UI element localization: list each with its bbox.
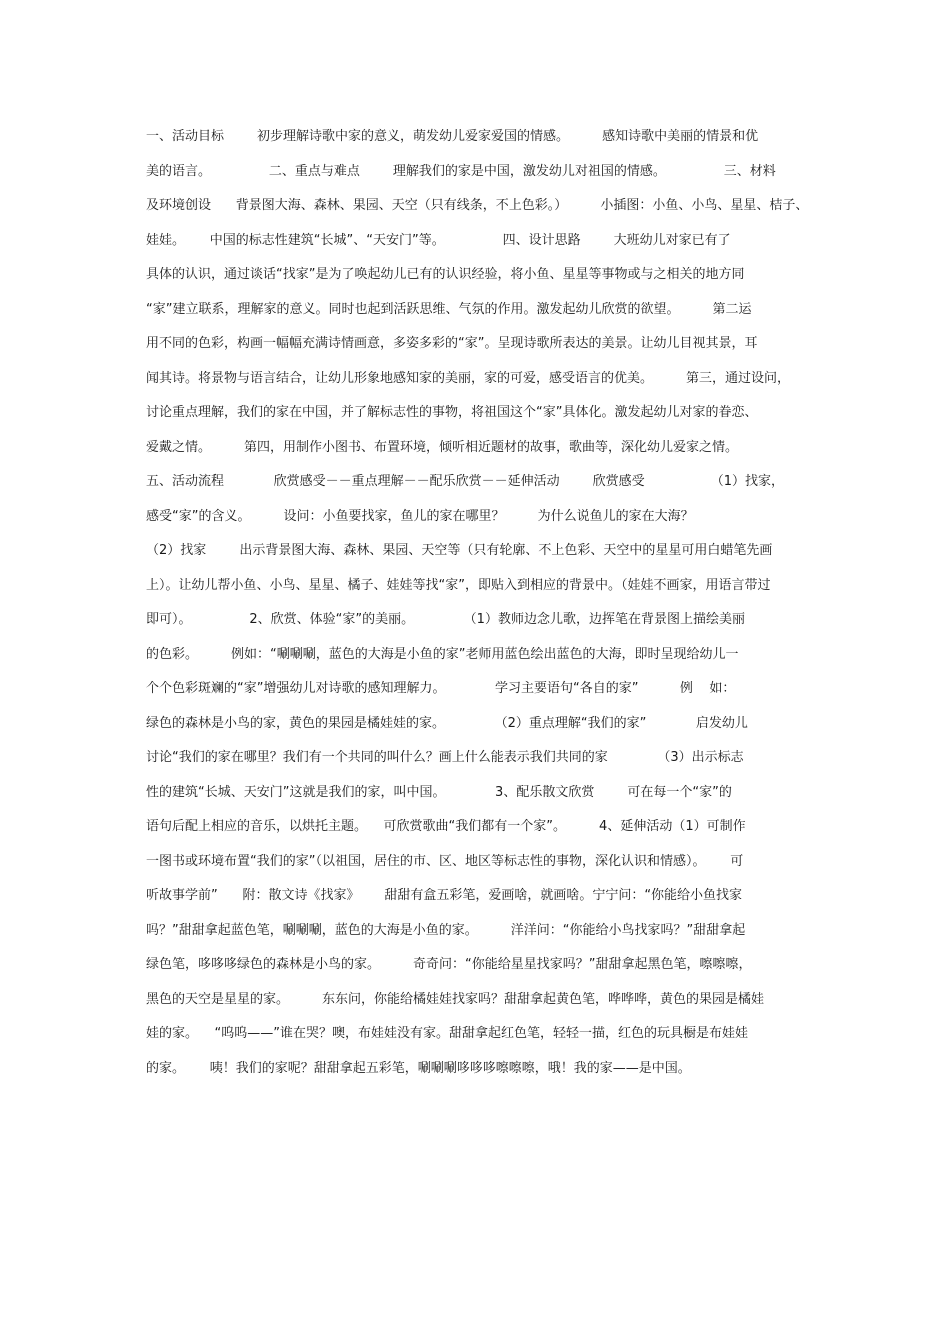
text-line: 语句后配上相应的音乐，以烘托主题。 可欣赏歌曲“我们都有一个家”。 4、延伸活动（1）可制作 <box>146 819 746 834</box>
text-line: 的家。 咦！我们的家呢？甜甜拿起五彩笔，唰唰唰哆哆哆嚓嚓嚓，哦！我的家——是中国。 <box>146 1060 691 1076</box>
text-line: 绿色的森林是小鸟的家，黄色的果园是橘娃娃的家。 （2）重点理解“我们的家” 启发幼儿 <box>146 715 748 731</box>
text-line: 爱戴之情。 第四，用制作小图书、布置环境，倾听相近题材的故事，歌曲等，深化幼儿爱家之情。 <box>146 439 739 455</box>
text-line: 五、活动流程 欣赏感受－－重点理解－－配乐欣赏－－延伸活动 欣赏感受 （1）找家， <box>146 474 785 489</box>
text-line: 娃的家。 “呜呜——”谁在哭？噢，布娃娃没有家。甜甜拿起红色笔，轻轻一描，红色的玩具橱是布娃娃 <box>146 1026 748 1041</box>
text-line: 讨论重点理解，我们的家在中国，并了解标志性的事物，将祖国这个“家”具体化。激发起幼儿对家的眷恋、 <box>146 405 758 420</box>
document-body <box>146 124 816 1090</box>
text-line: 一图书或环境布置“我们的家”（以祖国，居住的市、区、地区等标志性的事物，深化认识和情感）。 可 <box>146 853 744 869</box>
text-line: 即可）。 2、欣赏、体验“家”的美丽。 （1）教师边念儿歌，边挥笔在背景图上描绘美丽 <box>146 612 745 627</box>
text-line: 黑色的天空是星星的家。 东东问，你能给橘娃娃找家吗？甜甜拿起黄色笔，哗哗哗，黄色的果园是橘娃 <box>146 991 765 1007</box>
text-line: 讨论“我们的家在哪里？我们有一个共同的叫什么？画上什么能表示我们共同的家 （3）出示标志 <box>146 750 744 765</box>
text-line: 美的语言。 二、重点与难点 理解我们的家是中国，激发幼儿对祖国的情感。 三、材料 <box>146 163 776 179</box>
text-line: 用不同的色彩，构画一幅幅充满诗情画意，多姿多彩的“家”。呈现诗歌所表达的美景。让幼儿目视其景，耳 <box>146 336 758 351</box>
text-line: 性的建筑“长城、天安门”这就是我们的家，叫中国。 3、配乐散文欣赏 可在每一个“家”的 <box>146 784 732 800</box>
text-line: 具体的认识，通过谈话“找家”是为了唤起幼儿已有的认识经验，将小鱼、星星等事物或与之相关的地方同 <box>146 267 745 282</box>
text-line: 个个色彩斑斓的“家”增强幼儿对诗歌的感知理解力。 学习主要语句“各自的家” 例 如： <box>146 681 736 696</box>
text-line: 听故事学前” 附：散文诗《找家》 甜甜有盒五彩笔，爱画啥，就画啥。宁宁问：“你能给小鱼找家 <box>146 888 743 903</box>
text-line: 绿色笔，哆哆哆绿色的森林是小鸟的家。 奇奇问：“你能给星星找家吗？”甜甜拿起黑色笔，嚓嚓嚓， <box>146 957 752 972</box>
text-line: 闻其诗。将景物与语言结合，让幼儿形象地感知家的美丽，家的可爱，感受语言的优美。 第三，通过设问， <box>146 370 791 386</box>
text-line: 上）。让幼儿帮小鱼、小鸟、星星、橘子、娃娃等找“家”，即贴入到相应的背景中。（娃娃不画家，用语言带过 <box>146 577 771 593</box>
text-line: 一、活动目标 初步理解诗歌中家的意义，萌发幼儿爱家爱国的情感。 感知诗歌中美丽的情景和优 <box>146 129 759 144</box>
text-line: 吗？”甜甜拿起蓝色笔，唰唰唰，蓝色的大海是小鱼的家。 洋洋问：“你能给小鸟找家吗？”甜甜拿起 <box>146 922 746 938</box>
text-line: 及环境创设 背景图大海、森林、果园、天空（只有线条，不上色彩。） 小插图：小鱼、小鸟、星星、桔子、 <box>146 198 809 213</box>
text-line: “家”建立联系，理解家的意义。同时也起到活跃思维、气氛的作用。激发起幼儿欣赏的欲望。 第二运 <box>146 301 752 317</box>
text-line: 的色彩。 例如：“唰唰唰，蓝色的大海是小鱼的家”老师用蓝色绘出蓝色的大海，即时呈现给幼儿一 <box>146 646 739 662</box>
text-line: （2）找家 出示背景图大海、森林、果园、天空等（只有轮廓、不上色彩、天空中的星星可用白蜡笔先画 <box>146 543 773 558</box>
text-line: 娃娃。 中国的标志性建筑“长城”、“天安门”等。 四、设计思路 大班幼儿对家已有了 <box>146 232 731 248</box>
text-line: 感受“家”的含义。 设问：小鱼要找家，鱼儿的家在哪里？ 为什么说鱼儿的家在大海？ <box>146 508 694 524</box>
